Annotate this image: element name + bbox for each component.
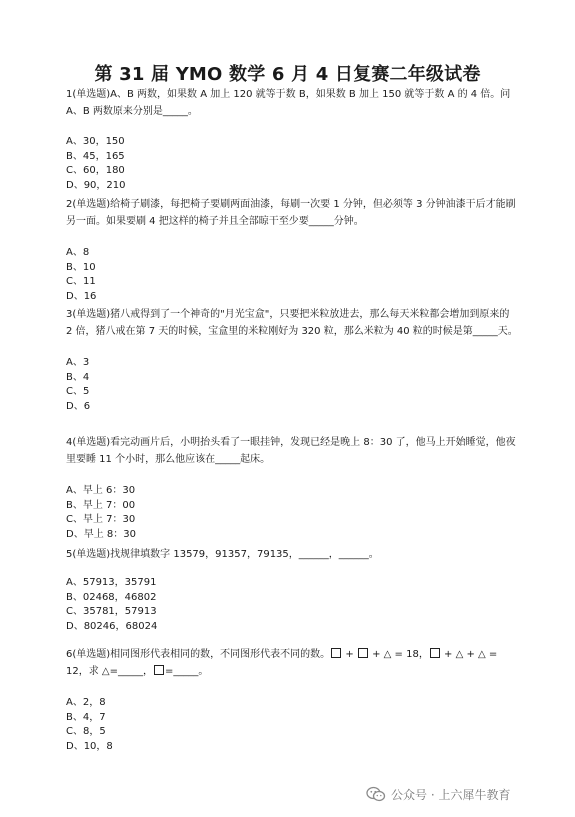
option-d: D、早上 8：30 (66, 528, 136, 540)
option-d: D、80246，68024 (66, 620, 158, 632)
option-d: D、90，210 (66, 179, 126, 191)
question-stem: 1(单选题)A、B 两数，如果数 A 加上 120 就等于数 B，如果数 B 加上 150 就等于数 A 的 4 倍。问 A、B 两数原来分别是_____。 (66, 89, 511, 117)
question-stem-text: 6(单选题)相同图形代表相同的数，不同图形代表不同的数。 (66, 649, 331, 660)
equation-part: + (345, 649, 354, 660)
option-b: B、4，7 (66, 711, 106, 723)
option-b: B、02468，46802 (66, 591, 157, 603)
square-icon (358, 648, 368, 658)
page-title: 第 31 届 YMO 数学 6 月 4 日复赛二年级试卷 (94, 64, 481, 85)
option-list (66, 484, 518, 542)
option-b: B、早上 7：00 (66, 499, 136, 511)
option-c: C、35781，57913 (66, 606, 157, 617)
option-b: B、4 (66, 371, 90, 383)
question-stem: 5(单选题)找规律填数字 13579，91357，79135，______，______。 (66, 549, 379, 560)
option-c: C、8，5 (66, 726, 106, 737)
question-6 (66, 646, 518, 754)
option-c: C、早上 7：30 (66, 514, 136, 525)
option-d: D、6 (66, 400, 91, 412)
option-list (66, 135, 518, 193)
question-stem: 4(单选题)看完动画片后，小明抬头看了一眼挂钟，发现已经是晚上 8：30 了，他马上开始睡觉，他夜里要睡 11 个小时，那么他应该在_____起床。 (66, 437, 516, 465)
option-list (66, 576, 518, 634)
option-c: C、5 (66, 386, 90, 397)
watermark (366, 783, 510, 805)
question-stem: 2(单选题)给椅子刷漆，每把椅子要刷两面油漆，每刷一次要 1 分钟，但必须等 3 分钟油漆干后才能刷另一面。如果要刷 4 把这样的椅子并且全部晾干至少要_____分钟。 (66, 199, 516, 227)
question-5 (66, 546, 518, 634)
square-icon (331, 648, 341, 658)
option-d: D、10，8 (66, 740, 113, 752)
question-stem: 3(单选题)猪八戒得到了一个神奇的"月光宝盒"，只要把米粒放进去，那么每天米粒都会增加到原来的 2 倍，猪八戒在第 7 天的时候，宝盒里的米粒刚好为 320 粒，那么米粒为 40 粒的时候是第_____天。 (66, 309, 518, 337)
question-stem (66, 646, 518, 680)
option-a: A、57913，35791 (66, 577, 157, 588)
option-c: C、11 (66, 276, 96, 287)
square-icon (430, 648, 440, 658)
question-3 (66, 306, 518, 414)
option-c: C、60，180 (66, 165, 125, 176)
square-icon (154, 665, 164, 675)
option-list (66, 696, 518, 754)
option-a: A、30，150 (66, 136, 125, 147)
equation-part: + △ = 18， (372, 649, 429, 660)
question-2 (66, 196, 518, 304)
option-a: A、2，8 (66, 697, 106, 708)
watermark-text: 公众号 · 上六犀牛教育 (391, 787, 511, 802)
option-a: A、8 (66, 247, 90, 258)
wechat-icon (366, 786, 386, 802)
option-d: D、16 (66, 290, 97, 302)
option-list (66, 356, 518, 414)
equation-part: =_____。 (164, 666, 209, 677)
option-a: A、早上 6：30 (66, 485, 136, 496)
option-list (66, 246, 518, 304)
option-a: A、3 (66, 357, 90, 368)
question-4 (66, 434, 518, 542)
option-b: B、45，165 (66, 150, 125, 162)
equation-part: + △ + △ = 12，求 △=_____， (66, 649, 498, 677)
option-b: B、10 (66, 261, 96, 273)
question-1 (66, 86, 518, 193)
